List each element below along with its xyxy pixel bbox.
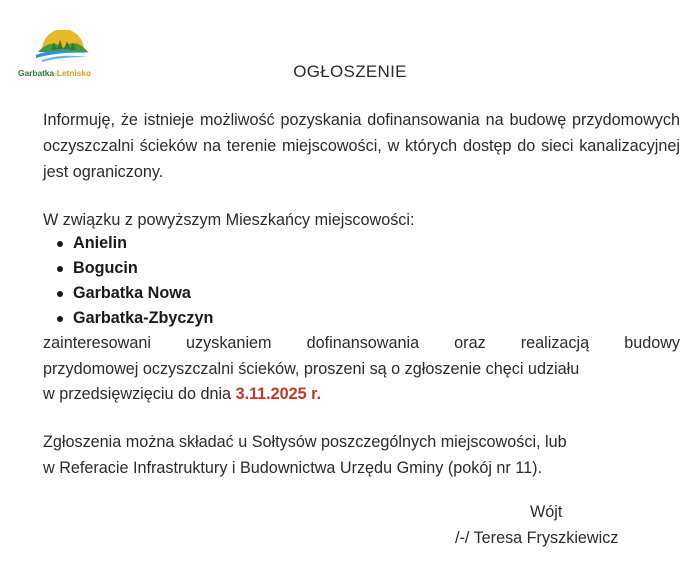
residents-intro: W związku z powyższym Mieszkańcy miejscowości: [43,211,415,229]
list-item: Garbatka-Zbyczyn [43,306,213,331]
announcement-title: OGŁOSZENIE [293,62,407,81]
deadline-date: 3.11.2025 r. [235,385,322,403]
body-line-3 [43,381,680,407]
list-item: Anielin [43,231,213,256]
submission-line-2: w Referacie Infrastruktury i Budownictwa Urzędu Gminy (pokój nr 11). [43,459,542,477]
body-line-2: przydomowej oczyszczalni ścieków, proszeni są o zgłoszenie chęci udziału [43,360,580,378]
signature-role: Wójt [530,503,563,521]
body-line-1: zainteresowani uzyskaniem dofinansowania oraz realizacją budowy [43,334,680,352]
list-item: Bogucin [43,256,213,281]
intro-paragraph: Informuję, że istnieje możliwość pozyskania dofinansowania na budowę przydomowych oczyszczalni ścieków na terenie miejscowości, w których dostęp do sieci kanalizacyjnej jest ograniczony. [43,111,680,181]
sun-hills-icon [34,30,92,66]
list-item: Garbatka Nowa [43,281,213,306]
submission-line-1: Zgłoszenia można składać u Sołtysów poszczególnych miejscowości, lub [43,433,567,451]
deadline-prefix: w przedsięwzięciu do dnia [43,385,236,403]
signature-name: /-/ Teresa Fryszkiewicz [455,529,619,547]
village-list [43,231,213,331]
logo-wordmark: Garbatka-Letnisko [18,68,91,78]
